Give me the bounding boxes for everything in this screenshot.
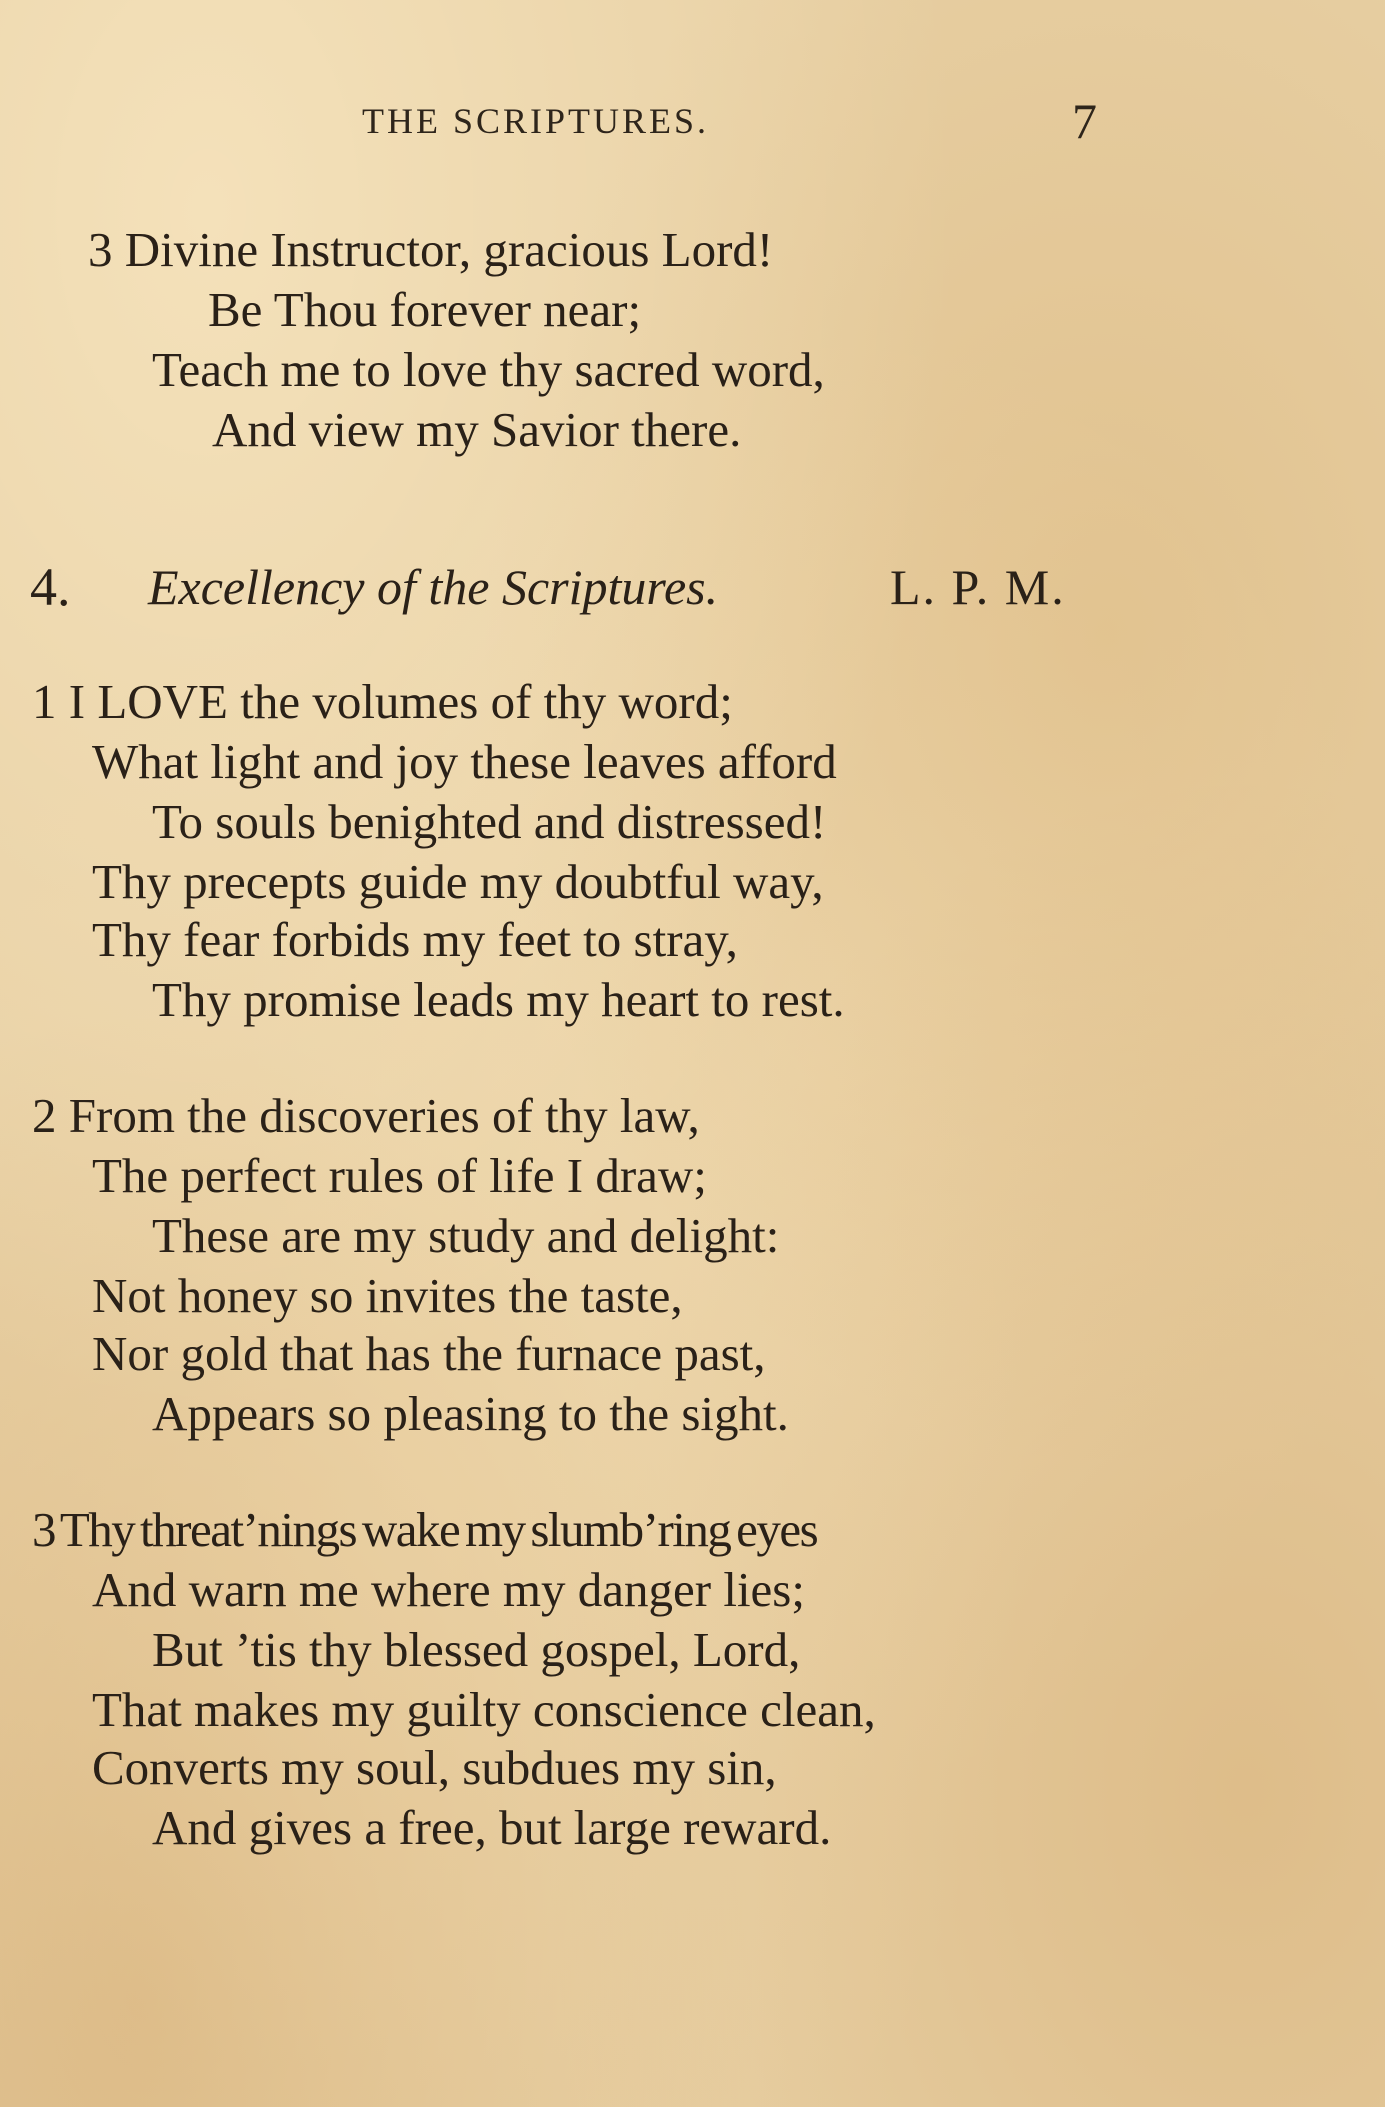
- verse-line: But ’tis thy blessed gospel, Lord,: [152, 1622, 801, 1677]
- verse-line: That makes my guilty conscience clean,: [92, 1682, 876, 1737]
- running-title: THE SCRIPTURES.: [362, 101, 710, 141]
- verse-line: Not honey so invites the taste,: [92, 1268, 683, 1323]
- verse-line: Appears so pleasing to the sight.: [152, 1386, 789, 1441]
- verse-line: Teach me to love thy sacred word,: [152, 342, 825, 397]
- verse-line: Thy promise leads my heart to rest.: [152, 972, 845, 1027]
- page-number: 7: [1072, 93, 1097, 149]
- verse-line: Thy precepts guide my doubtful way,: [92, 854, 824, 909]
- verse-line: Thy fear forbids my feet to stray,: [92, 912, 738, 967]
- hymn-meter: L. P. M.: [890, 559, 1066, 615]
- verse-line: And view my Savior there.: [212, 402, 742, 457]
- verse-line: The perfect rules of life I draw;: [92, 1148, 707, 1203]
- verse-line: 1 I LOVE the volumes of thy word;: [32, 674, 733, 729]
- hymn-heading: [30, 556, 1370, 626]
- verse-line: To souls benighted and distressed!: [152, 794, 827, 849]
- verse-line: 2 From the discoveries of thy law,: [32, 1088, 700, 1143]
- verse-line: 3 Thy threat’nings wake my slumb’ring eyes: [32, 1502, 818, 1557]
- verse-line: Be Thou forever near;: [208, 282, 642, 337]
- verse-line: Nor gold that has the furnace past,: [92, 1326, 766, 1381]
- verse-line: 3 Divine Instructor, gracious Lord!: [88, 222, 774, 277]
- verse-line: And warn me where my danger lies;: [92, 1562, 805, 1617]
- running-head: [0, 93, 1385, 150]
- verse-line: What light and joy these leaves afford: [92, 734, 837, 789]
- hymn-number: 4.: [30, 557, 71, 617]
- hymn-title: Excellency of the Scriptures.: [148, 559, 719, 615]
- verse-line: And gives a free, but large reward.: [152, 1800, 832, 1855]
- verse-line: Converts my soul, subdues my sin,: [92, 1740, 777, 1795]
- verse-line: These are my study and delight:: [152, 1208, 780, 1263]
